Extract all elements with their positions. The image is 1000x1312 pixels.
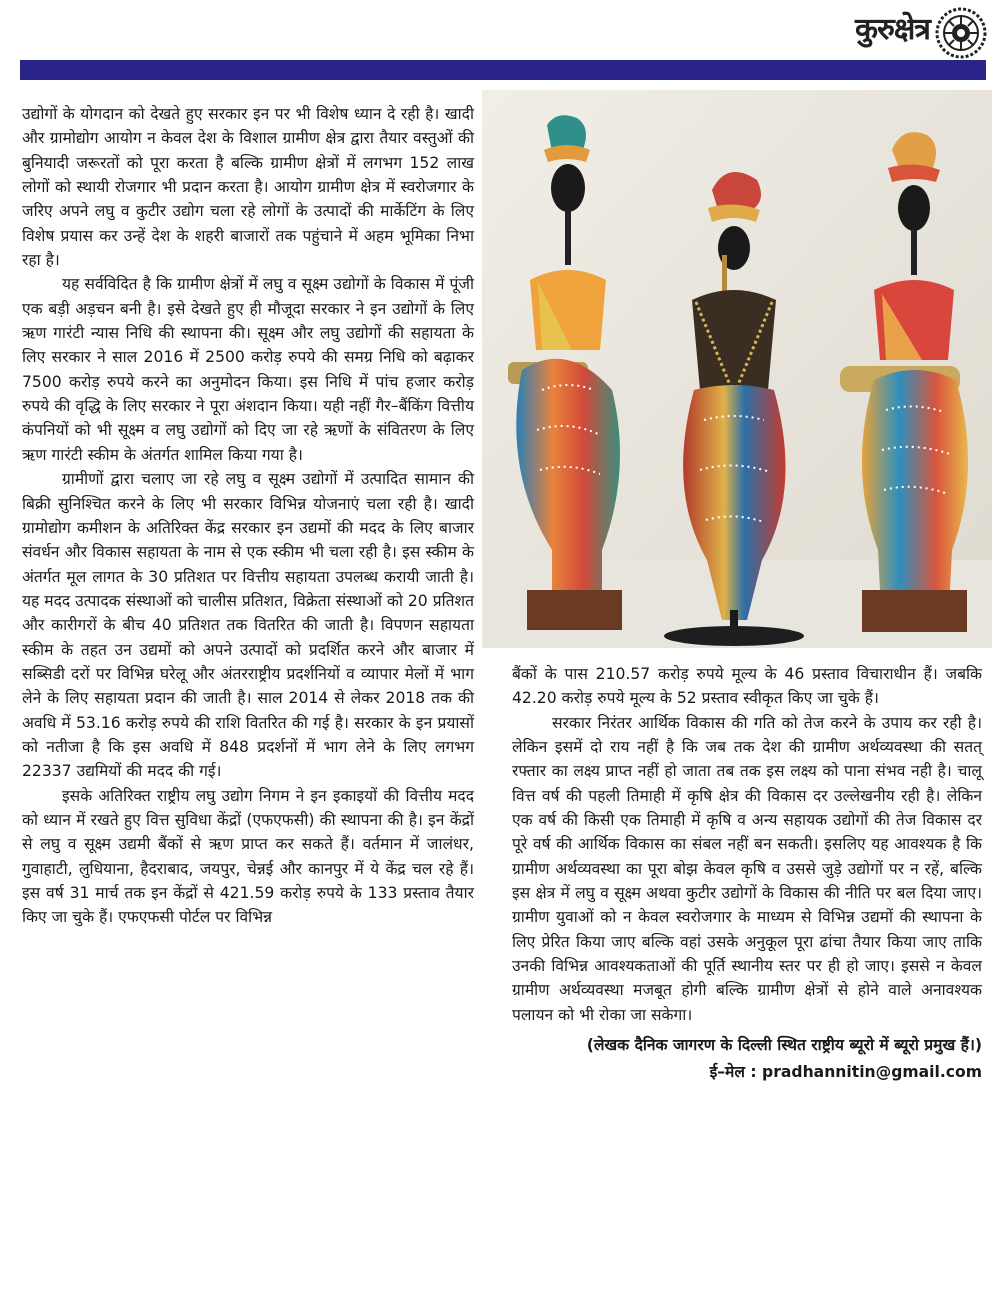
author-byline — [512, 1033, 982, 1084]
article-paragraph: बैंकों के पास 210.57 करोड़ रुपये मूल्य के 46 प्रस्ताव विचाराधीन हैं। जबकि 42.20 करोड़ रुपये मूल्य के 52 प्रस्ताव स्वीकृत किए जा चुके हैं। — [512, 665, 982, 708]
magazine-emblem-icon — [934, 6, 988, 60]
author-note: (लेखक दैनिक जागरण के दिल्ली स्थित राष्ट्रीय ब्यूरो में ब्यूरो प्रमुख हैं।) — [586, 1036, 982, 1055]
article-right-column — [512, 662, 982, 1084]
article-left-column — [22, 102, 474, 930]
author-email — [512, 1060, 982, 1084]
article-paragraph: यह सर्वविदित है कि ग्रामीण क्षेत्रों में लघु व सूक्ष्म उद्योगों के विकास में पूंजी एक बड़ी अड़चन बनी है। इसे देखते हुए ही मौजूदा सरकार ने इन उद्योगों के लिए ऋण गारंटी न्यास निधि की स्थापना की। सूक्ष्म और लघु उद्योगों की सहायता के लिए सरकार ने साल 2016 में 2500 करोड़ रुपये की समग्र निधि को बढ़ाकर 7500 करोड़ रुपये करने का अनुमोदन किया। इस निधि में पांच हजार करोड़ रुपये की वृद्धि के लिए सरकार ने पूरा अंशदान किया। यही नहीं गैर–बैंकिंग वित्तीय कंपनियों को भी सूक्ष्म व लघु उद्योगों को दिए जा रहे ऋणों के संवितरण के लिए ऋण गारंटी स्कीम के अंतर्गत शामिल किया गया है। — [22, 275, 474, 464]
magazine-title: कुरुक्षेत्र — [854, 12, 930, 47]
article-paragraph: इसके अतिरिक्त राष्ट्रीय लघु उद्योग निगम ने इन इकाइयों की वित्तीय मदद को ध्यान में रखते हुए वित्त सुविधा केंद्रों (एफएफसी) की स्थापना की है। इन केंद्रों से लघु व सूक्ष्म उद्यमी बैंकों से ऋण प्राप्त कर सकते हैं। वर्तमान में जालंधर, गुवाहाटी, लुधियाना, हैदराबाद, जयपुर, चेन्नई और कानपुर में ये केंद्र चल रहे हैं। इस वर्ष 31 मार्च तक इन केंद्रों से 421.59 करोड़ रुपये के 133 प्रस्ताव तैयार किए जा चुके हैं। एफएफसी पोर्टल पर विभिन्न — [22, 786, 474, 927]
email-address: pradhannitin@gmail.com — [762, 1062, 982, 1081]
article-paragraph: उद्योगों के योगदान को देखते हुए सरकार इन पर भी विशेष ध्यान दे रही है। खादी और ग्रामोद्योग आयोग न केवल देश के विशाल ग्रामीण क्षेत्र द्वारा तैयार वस्तुओं की बुनियादी जरूरतों को पूरा करता है बल्कि ग्रामीण क्षेत्रों में लगभग 152 लाख लोगों को स्थायी रोजगार भी प्रदान करता है। आयोग ग्रामीण क्षेत्र में स्वरोजगार के जरिए अपने लघु व कुटीर उद्योग चला रहे लोगों के उत्पादों की मार्केटिंग के लिए विशेष प्रयास कर उन्हें देश के शहरी बाजारों तक पहुंचाने में अहम भूमिका निभा रहा है। — [22, 105, 474, 270]
article-paragraph: सरकार निरंतर आर्थिक विकास की गति को तेज करने के उपाय कर रही है। लेकिन इसमें दो राय नहीं है कि जब तक देश की ग्रामीण अर्थव्यवस्था की सतत् रफ्तार का लक्ष्य प्राप्त नहीं हो जाता तब तक इस लक्ष्य को पाना संभव नही है। चालू वित्त वर्ष की पहली तिमाही में कृषि क्षेत्र की विकास दर उल्लेखनीय रही है। लेकिन एक वर्ष की किसी एक तिमाही में कृषि व अन्य सहायक उद्योगों की तेज विकास दर पूरे वर्ष की आर्थिक विकास का संबल नहीं बन सकती। इसलिए यह आवश्यक है कि ग्रामीण अर्थव्यवस्था का पूरा बोझ केवल कृषि व उससे जुड़े उद्योगों पर न रहें, बल्कि इस क्षेत्र में लघु व सूक्ष्म अथवा कुटीर उद्योगों के विकास की नीति पर बल दिया जाए। ग्रामीण युवाओं को न केवल स्वरोजगार के माध्यम से विभिन्न उद्यमों की स्थापना के लिए प्रेरित किया जाए बल्कि वहां उसके अनुकूल पूरा ढांचा तैयार किया जाए ताकि उनकी विभिन्न आवश्यकताओं की पूर्ति स्थानीय स्तर पर ही हो जाए। इससे न केवल ग्रामीण अर्थव्यवस्था मजबूत होगी बल्कि ग्रामीण क्षेत्रों से होने वाले अनावश्यक पलायन को भी रोका जा सकेगा। — [512, 713, 982, 1024]
musician-figurines-photo — [482, 90, 992, 648]
article-paragraph: ग्रामीणों द्वारा चलाए जा रहे लघु व सूक्ष्म उद्योगों में उत्पादित सामान की बिक्री सुनिश्चित करने के लिए भी सरकार विभिन्न योजनाएं चला रही है। खादी ग्रामोद्योग कमीशन के अतिरिक्त केंद्र सरकार इन उद्यमों की मदद के लिए बाजार संवर्धन और विकास सहायता के नाम से एक स्कीम भी चला रही है। इस स्कीम के अंतर्गत मूल लागत के 30 प्रतिशत पर वित्तीय सहायता उपलब्ध करायी जाती है। यह मदद उत्पादक संस्थाओं को चालीस प्रतिशत, विक्रेता संस्थाओं को 20 प्रतिशत और कारीगरों के बीच 40 प्रतिशत तक वितरित की जाती है। विपणन सहायता स्कीम के तहत उन उद्यमों को अपने उत्पादों को प्रदर्शित करने और बाजार में सब्सिडी दरों पर विभिन्न घरेलू और अंतरराष्ट्रीय प्रदर्शनियों व व्यापार मेलों में भाग लेने के लिए सहायता प्रदान की जाती है। साल 2014 से लेकर 2018 तक की अवधि में 53.16 करोड़ रुपये की राशि वितरित की गई है। सरकार के इन प्रयासों को नतीजा है कि इस अवधि में 848 प्रदर्शनों में भाग लेने के लिए लगभग 22337 उद्यमियों की मदद की गई। — [22, 470, 474, 781]
email-label: ई–मेल : — [709, 1062, 757, 1081]
header-color-bar — [20, 60, 986, 80]
